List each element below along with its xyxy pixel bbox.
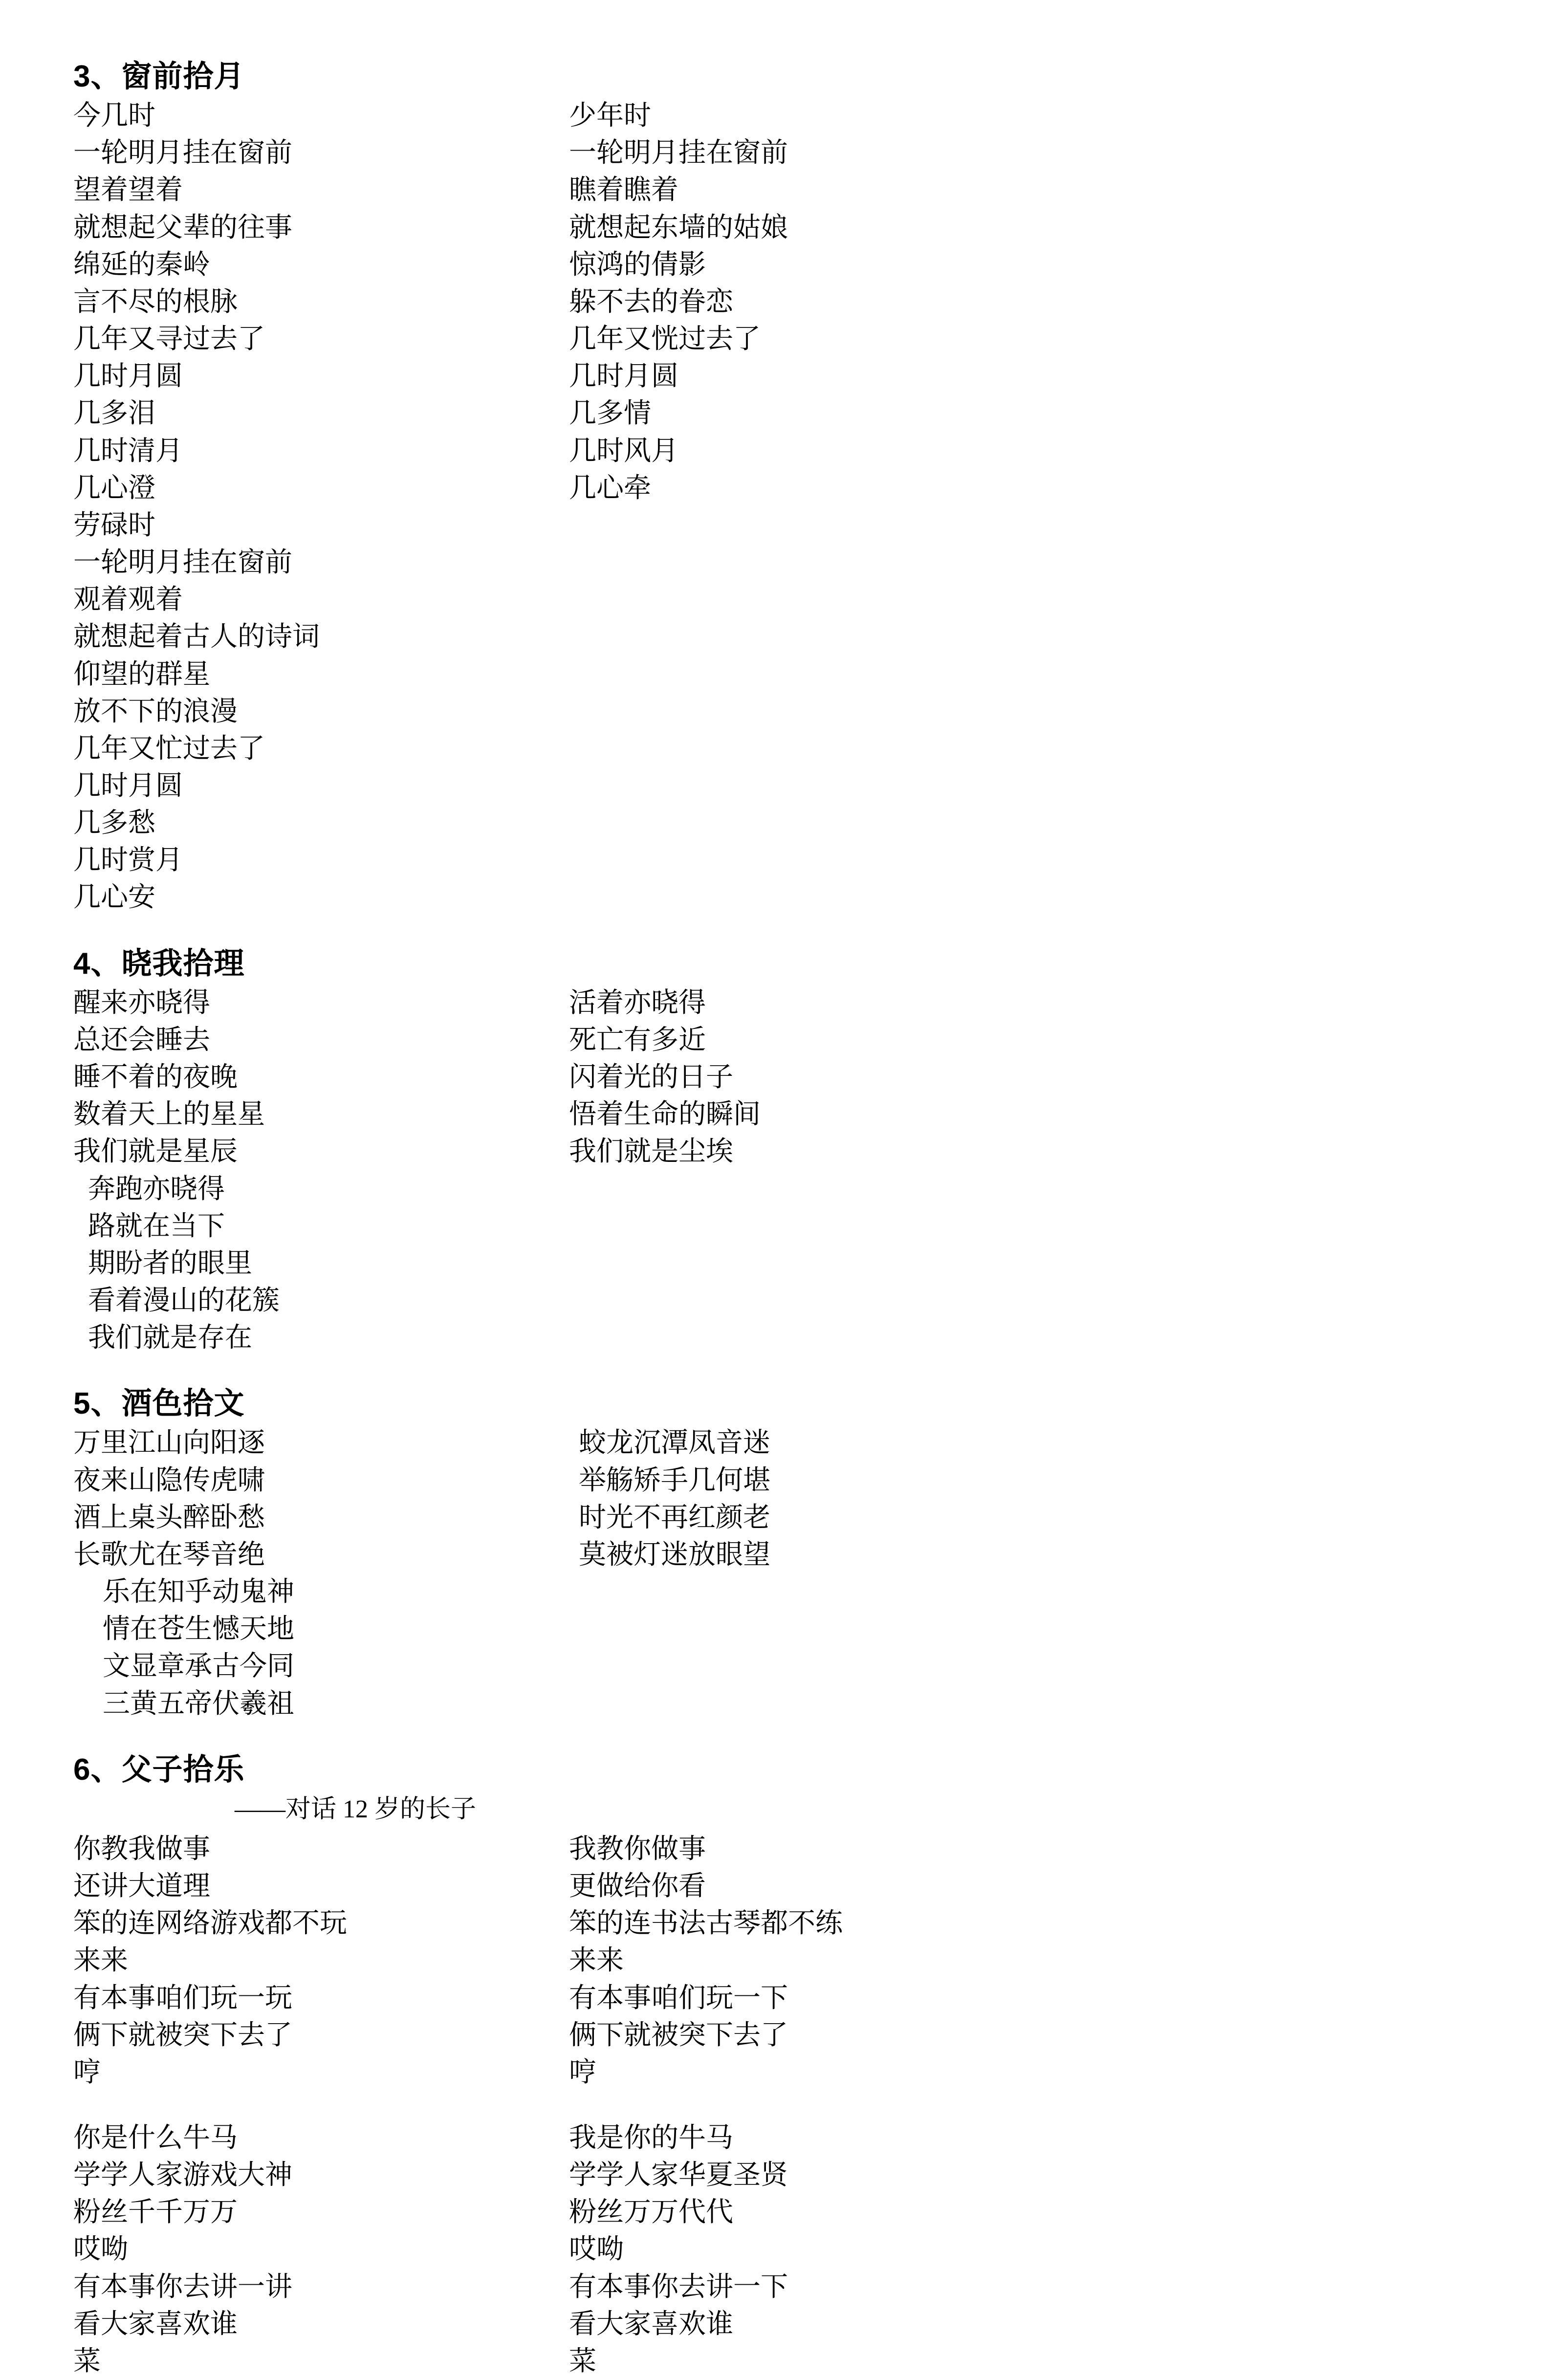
poem-line: 言不尽的根脉 xyxy=(73,286,238,317)
poem-line: 酒上桌头醉卧愁 xyxy=(73,1502,265,1533)
poem-line: 我们就是尘埃 xyxy=(569,1136,733,1167)
poem-line: 仰望的群星 xyxy=(73,659,210,690)
poem-line: 文显章承古今同 xyxy=(103,1651,294,1682)
section-3-column-1 xyxy=(73,97,567,507)
poem-line: 一轮明月挂在窗前 xyxy=(569,138,788,169)
poem-line: 几年又恍过去了 xyxy=(569,324,761,355)
poem-line: 几多泪 xyxy=(73,398,155,429)
poem-line: 几心澄 xyxy=(73,473,155,503)
poem-line: 劳碌时 xyxy=(73,510,155,541)
poem-line: 时光不再红颜老 xyxy=(579,1502,770,1533)
poem-section-3 xyxy=(73,59,1479,917)
spacer xyxy=(73,917,1479,946)
poem-line: 乐在知乎动鬼神 xyxy=(103,1577,294,1608)
poem-line: 数着天上的星星 xyxy=(73,1099,265,1130)
poem-line: 今几时 xyxy=(73,101,155,131)
poem-line: 我们就是星辰 xyxy=(73,1136,238,1167)
stanza-lines xyxy=(569,984,1063,1171)
stanza-lines xyxy=(73,1424,567,1573)
stanza-lines xyxy=(569,1831,1063,2091)
poem-line: 就想起东墙的姑娘 xyxy=(569,212,788,243)
stanza-lines xyxy=(579,1424,1063,1573)
poem-line: 哼 xyxy=(569,2057,596,2088)
poem-line: 躲不去的眷恋 xyxy=(569,286,733,317)
poem-line: 菜 xyxy=(73,2346,101,2377)
stanza-lines xyxy=(103,1573,513,1723)
poem-line: 醒来亦晓得 xyxy=(73,987,210,1018)
poem-line: 俩下就被突下去了 xyxy=(569,2020,788,2051)
section-6-column-1 xyxy=(73,1831,567,2380)
poem-section-5 xyxy=(73,1386,1479,1722)
poem-line: 闪着光的日子 xyxy=(569,1062,733,1093)
poem-line: 几时赏月 xyxy=(73,845,183,876)
poem-line: 你是什么牛马 xyxy=(73,2122,238,2153)
poem-line: 粉丝万万代代 xyxy=(569,2197,733,2228)
poem-line: 几年又忙过去了 xyxy=(73,733,265,764)
poem-line: 来来 xyxy=(73,1945,128,1976)
poem-line: 看着漫山的花簇 xyxy=(88,1286,280,1316)
poem-line: 有本事咱们玩一下 xyxy=(569,1983,788,2013)
section-6-subtitle: ——对话 12 岁的长子 xyxy=(235,1795,477,1823)
section-3-column-3 xyxy=(73,507,513,917)
section-3-title: 3、窗前拾月 xyxy=(73,60,245,93)
poem-line: 几时月圆 xyxy=(569,361,678,392)
poem-line: 路就在当下 xyxy=(88,1211,225,1242)
spacer xyxy=(73,1723,1479,1752)
section-4-column-1 xyxy=(73,984,567,1171)
poem-line: 几时清月 xyxy=(73,436,183,466)
section-4-title: 4、晓我拾理 xyxy=(73,946,245,981)
poem-line: 粉丝千千万万 xyxy=(73,2197,238,2228)
poem-line: 少年时 xyxy=(569,101,651,131)
stanza-lines xyxy=(88,1171,513,1357)
poem-line: 来来 xyxy=(569,1945,624,1976)
stanza-lines xyxy=(73,1831,567,2091)
poem-line: 几多情 xyxy=(569,398,651,429)
poem-line: 我教你做事 xyxy=(569,1834,706,1864)
poem-line: 几心牵 xyxy=(569,473,651,503)
poem-line: 蛟龙沉潭凤音迷 xyxy=(579,1428,770,1459)
poem-line: 几时月圆 xyxy=(73,770,183,801)
stanza-lines xyxy=(73,507,513,917)
poem-line: 更做给你看 xyxy=(569,1871,706,1902)
poem-line: 几时月圆 xyxy=(73,361,183,392)
poem-line: 我是你的牛马 xyxy=(569,2122,733,2153)
spacer xyxy=(569,2091,1063,2119)
stanza-lines xyxy=(569,2119,1063,2380)
spacer xyxy=(73,1356,1479,1386)
poem-line: 一轮明月挂在窗前 xyxy=(73,547,292,578)
section-4-column-2 xyxy=(569,984,1063,1171)
poem-line: 看大家喜欢谁 xyxy=(73,2309,238,2339)
stanza-lines xyxy=(73,97,567,507)
poem-line: 情在苍生憾天地 xyxy=(103,1614,294,1645)
poem-line: 笨的连网络游戏都不玩 xyxy=(73,1908,347,1939)
poem-line: 学学人家华夏圣贤 xyxy=(569,2160,788,2191)
poem-section-6 xyxy=(73,1752,1479,2380)
poem-line: 望着望着 xyxy=(73,175,183,206)
poem-line: 奔跑亦晓得 xyxy=(88,1174,225,1204)
poem-line: 夜来山隐传虎啸 xyxy=(73,1465,265,1496)
stanza-lines xyxy=(73,984,567,1171)
stanza-lines xyxy=(73,2119,567,2380)
poem-section-4 xyxy=(73,946,1479,1357)
spacer xyxy=(73,2091,567,2119)
poem-line: 有本事你去讲一讲 xyxy=(73,2271,292,2302)
section-5-title: 5、酒色拾文 xyxy=(73,1387,245,1421)
section-5-columns xyxy=(73,1424,1479,1722)
section-6-columns-stanza-1 xyxy=(73,1831,1479,2380)
section-3-columns xyxy=(73,97,1479,916)
poem-line: 活着亦晓得 xyxy=(569,987,706,1018)
poem-line: 还讲大道理 xyxy=(73,1871,210,1902)
section-6-title: 6、父子拾乐 xyxy=(73,1752,245,1787)
poem-line: 学学人家游戏大神 xyxy=(73,2160,292,2191)
poem-line: 莫被灯迷放眼望 xyxy=(579,1539,770,1570)
poem-line: 哎呦 xyxy=(569,2234,624,2265)
poem-line: 几年又寻过去了 xyxy=(73,324,265,355)
poem-line: 笨的连书法古琴都不练 xyxy=(569,1908,843,1939)
poem-line: 就想起父辈的往事 xyxy=(73,212,292,243)
poem-line: 就想起着古人的诗词 xyxy=(73,622,320,653)
poem-line: 悟着生命的瞬间 xyxy=(569,1099,761,1130)
poem-line: 几时风月 xyxy=(569,436,678,466)
section-4-column-3 xyxy=(73,1171,513,1357)
section-5-column-2 xyxy=(569,1424,1063,1573)
poem-line: 有本事你去讲一下 xyxy=(569,2271,788,2302)
poem-line: 瞧着瞧着 xyxy=(569,175,678,206)
poem-line: 一轮明月挂在窗前 xyxy=(73,138,292,169)
poem-line: 我们就是存在 xyxy=(88,1323,252,1354)
section-5-column-3 xyxy=(73,1573,513,1723)
poem-line: 惊鸿的倩影 xyxy=(569,249,706,280)
poem-line: 长歌尤在琴音绝 xyxy=(73,1539,265,1570)
poem-line: 睡不着的夜晚 xyxy=(73,1062,238,1093)
poem-line: 总还会睡去 xyxy=(73,1025,210,1055)
section-6-column-2 xyxy=(569,1831,1063,2380)
poem-line: 哼 xyxy=(73,2057,101,2088)
poem-line: 三黄五帝伏羲祖 xyxy=(103,1688,294,1719)
poem-line: 绵延的秦岭 xyxy=(73,249,210,280)
poem-line: 观着观着 xyxy=(73,585,183,615)
poem-line: 死亡有多近 xyxy=(569,1025,706,1055)
poem-line: 你教我做事 xyxy=(73,1834,210,1864)
poem-line: 菜 xyxy=(569,2346,596,2377)
section-3-column-2 xyxy=(569,97,1063,507)
poem-line: 举觞矫手几何堪 xyxy=(579,1465,770,1496)
poem-line: 看大家喜欢谁 xyxy=(569,2309,733,2339)
poem-line: 哎呦 xyxy=(73,2234,128,2265)
poem-line: 几心安 xyxy=(73,882,155,913)
section-5-column-1 xyxy=(73,1424,567,1573)
poem-line: 有本事咱们玩一玩 xyxy=(73,1983,292,2013)
poem-line: 期盼者的眼里 xyxy=(88,1248,252,1279)
poem-line: 几多愁 xyxy=(73,808,155,839)
poem-line: 万里江山向阳逐 xyxy=(73,1428,265,1459)
poem-line: 俩下就被突下去了 xyxy=(73,2020,292,2051)
stanza-lines xyxy=(569,97,1063,507)
section-4-columns xyxy=(73,984,1479,1357)
poem-line: 放不下的浪漫 xyxy=(73,696,238,727)
